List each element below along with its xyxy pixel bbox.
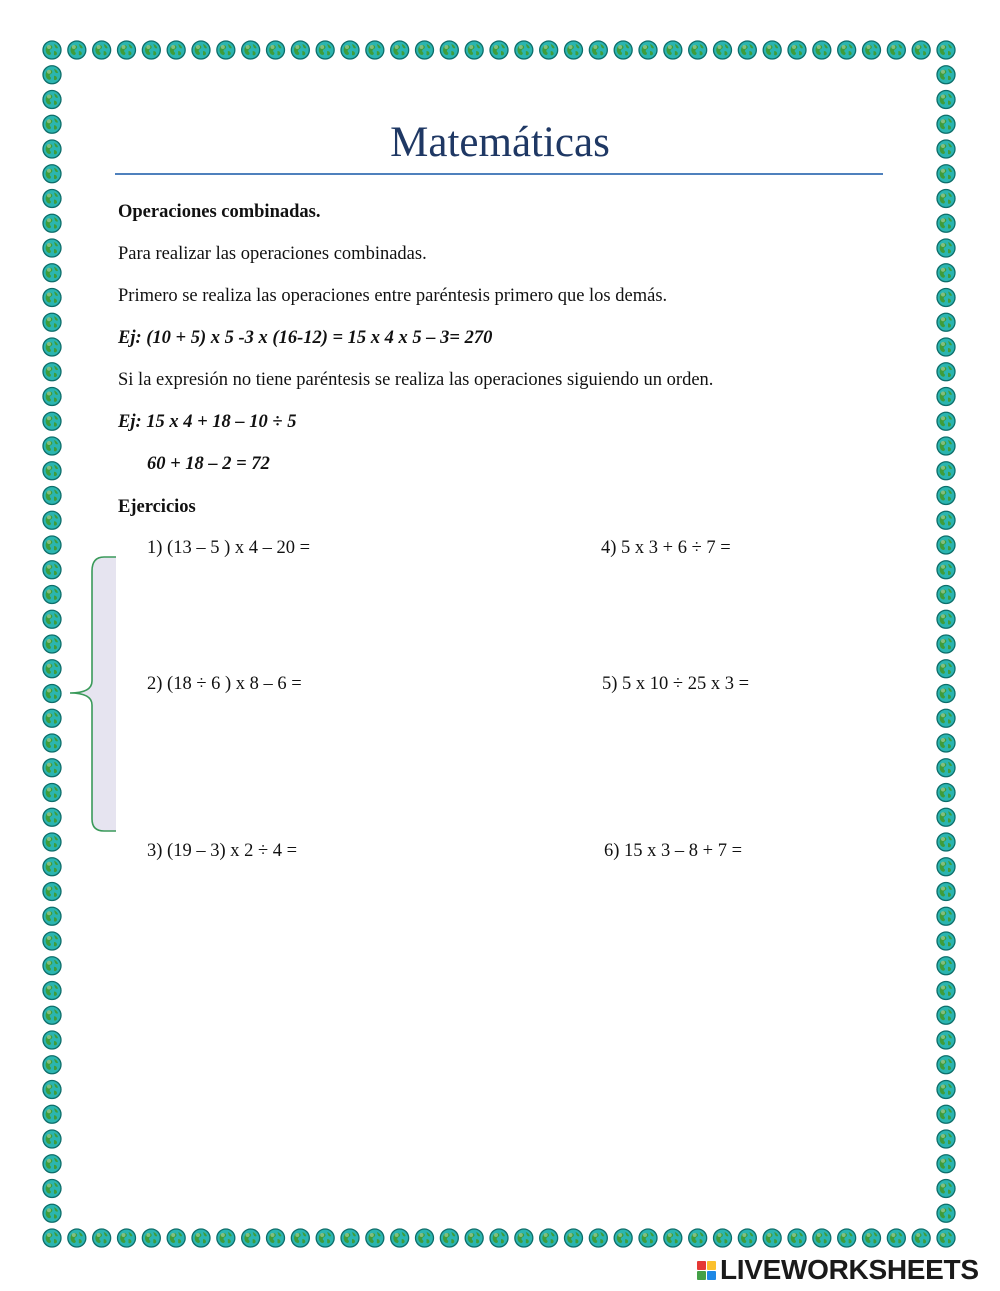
globe-icon bbox=[937, 1081, 955, 1099]
globe-icon bbox=[43, 412, 61, 430]
globe-icon bbox=[43, 239, 61, 257]
globe-icon bbox=[43, 462, 61, 480]
globe-icon bbox=[43, 883, 61, 901]
globe-icon bbox=[43, 264, 61, 282]
globe-icon bbox=[937, 536, 955, 554]
section-heading: Operaciones combinadas. bbox=[118, 202, 321, 222]
globe-icon bbox=[937, 165, 955, 183]
globe-icon bbox=[738, 41, 756, 59]
globe-icon bbox=[937, 412, 955, 430]
globe-icon bbox=[937, 363, 955, 381]
globe-icon bbox=[341, 41, 359, 59]
liveworksheets-logo[interactable] bbox=[697, 1254, 979, 1286]
globe-icon bbox=[937, 511, 955, 529]
globe-icon bbox=[664, 41, 682, 59]
globe-icon bbox=[242, 1229, 260, 1247]
exercise-1: 1) (13 – 5 ) x 4 – 20 = bbox=[147, 538, 311, 558]
globe-icon bbox=[614, 1229, 632, 1247]
globe-icon bbox=[937, 784, 955, 802]
logo-square-yellow bbox=[707, 1261, 716, 1270]
example-2-line-2: 60 + 18 – 2 = 72 bbox=[147, 454, 270, 474]
example-1: Ej: (10 + 5) x 5 -3 x (16-12) = 15 x 4 x 5 – 3= 270 bbox=[118, 328, 493, 348]
globe-icon bbox=[43, 313, 61, 331]
logo-square-red bbox=[697, 1261, 706, 1270]
globe-icon bbox=[118, 41, 136, 59]
example-2-line-1: Ej: 15 x 4 + 18 – 10 ÷ 5 bbox=[118, 412, 297, 432]
logo-mark-icon bbox=[697, 1261, 716, 1280]
logo-square-blue bbox=[707, 1271, 716, 1280]
globe-icon bbox=[341, 1229, 359, 1247]
globe-icon bbox=[937, 487, 955, 505]
globe-icon bbox=[937, 1031, 955, 1049]
globe-icon bbox=[43, 586, 61, 604]
globe-icon bbox=[937, 1229, 955, 1247]
globe-icon bbox=[565, 41, 583, 59]
globe-icon bbox=[937, 91, 955, 109]
globe-icon bbox=[43, 289, 61, 307]
globe-icon bbox=[43, 363, 61, 381]
globe-icon bbox=[540, 41, 558, 59]
globe-icon bbox=[391, 41, 409, 59]
globe-icon bbox=[937, 957, 955, 975]
globe-icon bbox=[937, 41, 955, 59]
page-title: Matemáticas bbox=[390, 119, 610, 166]
globe-icon bbox=[43, 709, 61, 727]
globe-icon bbox=[93, 1229, 111, 1247]
globe-icon bbox=[937, 833, 955, 851]
globe-icon bbox=[887, 1229, 905, 1247]
globe-icon bbox=[912, 41, 930, 59]
globe-icon bbox=[937, 932, 955, 950]
globe-icon bbox=[838, 41, 856, 59]
globe-icon bbox=[912, 1229, 930, 1247]
globe-icon bbox=[937, 338, 955, 356]
globe-icon bbox=[440, 1229, 458, 1247]
globe-icon bbox=[937, 462, 955, 480]
globe-icon bbox=[714, 1229, 732, 1247]
globe-icon bbox=[43, 660, 61, 678]
left-brace-decoration bbox=[66, 555, 126, 835]
globe-icon bbox=[937, 982, 955, 1000]
globe-icon bbox=[863, 41, 881, 59]
globe-icon bbox=[937, 239, 955, 257]
globe-icon bbox=[316, 1229, 334, 1247]
globe-icon bbox=[43, 165, 61, 183]
globe-icon bbox=[43, 91, 61, 109]
globe-icon bbox=[43, 1006, 61, 1024]
globe-icon bbox=[43, 41, 61, 59]
globe-icon bbox=[43, 1056, 61, 1074]
globe-icon bbox=[589, 41, 607, 59]
globe-icon bbox=[43, 1204, 61, 1222]
globe-icon bbox=[937, 808, 955, 826]
logo-text: LIVEWORKSHEETS bbox=[720, 1254, 979, 1285]
globe-icon bbox=[937, 660, 955, 678]
globe-icon bbox=[43, 907, 61, 925]
globe-icon bbox=[43, 511, 61, 529]
globe-icon bbox=[937, 734, 955, 752]
globe-icon bbox=[937, 685, 955, 703]
globe-icon bbox=[217, 1229, 235, 1247]
globe-icon bbox=[937, 561, 955, 579]
globe-icon bbox=[68, 41, 86, 59]
globe-icon bbox=[366, 1229, 384, 1247]
globe-icon bbox=[937, 437, 955, 455]
exercises-heading: Ejercicios bbox=[118, 497, 196, 517]
globe-icon bbox=[43, 1105, 61, 1123]
globe-icon bbox=[316, 41, 334, 59]
globe-icon bbox=[937, 1105, 955, 1123]
exercise-2: 2) (18 ÷ 6 ) x 8 – 6 = bbox=[147, 674, 302, 694]
globe-icon bbox=[43, 635, 61, 653]
globe-icon bbox=[43, 610, 61, 628]
globe-icon bbox=[167, 1229, 185, 1247]
rule-text-2: Si la expresión no tiene paréntesis se realiza las operaciones siguiendo un orden. bbox=[118, 370, 714, 390]
globe-icon bbox=[43, 1031, 61, 1049]
globe-icon bbox=[813, 1229, 831, 1247]
globe-icon bbox=[43, 734, 61, 752]
globe-icon bbox=[43, 388, 61, 406]
exercise-4: 4) 5 x 3 + 6 ÷ 7 = bbox=[601, 538, 731, 558]
globe-icon bbox=[93, 41, 111, 59]
globe-icon bbox=[540, 1229, 558, 1247]
globe-icon bbox=[43, 1081, 61, 1099]
globe-icon bbox=[937, 313, 955, 331]
globe-icon bbox=[43, 932, 61, 950]
globe-icon bbox=[242, 41, 260, 59]
globe-icon bbox=[937, 1180, 955, 1198]
globe-icon bbox=[614, 41, 632, 59]
globe-icon bbox=[689, 1229, 707, 1247]
globe-icon bbox=[68, 1229, 86, 1247]
globe-icon bbox=[465, 41, 483, 59]
globe-icon bbox=[43, 338, 61, 356]
globe-icon bbox=[142, 1229, 160, 1247]
globe-icon bbox=[192, 41, 210, 59]
globe-icon bbox=[763, 41, 781, 59]
globe-icon bbox=[937, 610, 955, 628]
globe-icon bbox=[267, 41, 285, 59]
globe-icon bbox=[813, 41, 831, 59]
globe-icon bbox=[937, 1155, 955, 1173]
globe-icon bbox=[43, 437, 61, 455]
globe-icon bbox=[43, 487, 61, 505]
globe-icon bbox=[43, 833, 61, 851]
globe-icon bbox=[490, 41, 508, 59]
globe-icon bbox=[440, 41, 458, 59]
globe-icon bbox=[366, 41, 384, 59]
globe-icon bbox=[490, 1229, 508, 1247]
globe-icon bbox=[937, 883, 955, 901]
globe-icon bbox=[267, 1229, 285, 1247]
globe-icon bbox=[43, 1130, 61, 1148]
globe-icon bbox=[689, 41, 707, 59]
globe-icon bbox=[937, 858, 955, 876]
globe-icon bbox=[937, 759, 955, 777]
globe-icon bbox=[887, 41, 905, 59]
globe-icon bbox=[391, 1229, 409, 1247]
globe-icon bbox=[43, 957, 61, 975]
globe-icon bbox=[118, 1229, 136, 1247]
globe-icon bbox=[589, 1229, 607, 1247]
globe-icon bbox=[465, 1229, 483, 1247]
globe-icon bbox=[217, 41, 235, 59]
globe-icon bbox=[43, 1229, 61, 1247]
globe-icon bbox=[43, 685, 61, 703]
globe-icon bbox=[416, 1229, 434, 1247]
globe-icon bbox=[639, 41, 657, 59]
globe-icon bbox=[291, 41, 309, 59]
intro-text: Para realizar las operaciones combinadas. bbox=[118, 244, 427, 264]
globe-icon bbox=[43, 759, 61, 777]
rule-text-1: Primero se realiza las operaciones entre paréntesis primero que los demás. bbox=[118, 286, 668, 306]
globe-icon bbox=[937, 264, 955, 282]
globe-icon bbox=[937, 907, 955, 925]
exercise-3: 3) (19 – 3) x 2 ÷ 4 = bbox=[147, 841, 298, 861]
globe-icon bbox=[43, 808, 61, 826]
globe-icon bbox=[43, 536, 61, 554]
globe-icon bbox=[43, 1155, 61, 1173]
globe-icon bbox=[937, 214, 955, 232]
globe-icon bbox=[937, 289, 955, 307]
globe-icon bbox=[43, 858, 61, 876]
exercise-6: 6) 15 x 3 – 8 + 7 = bbox=[604, 841, 743, 861]
globe-icon bbox=[43, 982, 61, 1000]
globe-icon bbox=[937, 709, 955, 727]
globe-icon bbox=[43, 190, 61, 208]
globe-icon bbox=[937, 586, 955, 604]
globe-icon bbox=[937, 388, 955, 406]
globe-icon bbox=[664, 1229, 682, 1247]
globe-icon bbox=[937, 1204, 955, 1222]
globe-icon bbox=[937, 66, 955, 84]
globe-icon bbox=[192, 1229, 210, 1247]
globe-icon bbox=[863, 1229, 881, 1247]
globe-icon bbox=[714, 41, 732, 59]
globe-icon bbox=[937, 1056, 955, 1074]
globe-icon bbox=[763, 1229, 781, 1247]
globe-icon bbox=[937, 635, 955, 653]
globe-icon bbox=[291, 1229, 309, 1247]
globe-icon bbox=[788, 1229, 806, 1247]
globe-icon bbox=[43, 66, 61, 84]
title-underline bbox=[115, 173, 883, 175]
globe-icon bbox=[43, 561, 61, 579]
globe-icon bbox=[167, 41, 185, 59]
globe-icon bbox=[639, 1229, 657, 1247]
globe-icon bbox=[43, 1180, 61, 1198]
globe-icon bbox=[515, 1229, 533, 1247]
globe-icon bbox=[937, 1006, 955, 1024]
globe-icon bbox=[788, 41, 806, 59]
globe-icon bbox=[43, 214, 61, 232]
globe-icon bbox=[738, 1229, 756, 1247]
globe-icon bbox=[416, 41, 434, 59]
logo-square-green bbox=[697, 1271, 706, 1280]
globe-icon bbox=[565, 1229, 583, 1247]
globe-icon bbox=[43, 784, 61, 802]
globe-icon bbox=[838, 1229, 856, 1247]
exercise-5: 5) 5 x 10 ÷ 25 x 3 = bbox=[602, 674, 749, 694]
globe-icon bbox=[937, 1130, 955, 1148]
globe-icon bbox=[142, 41, 160, 59]
globe-icon bbox=[937, 190, 955, 208]
globe-icon bbox=[515, 41, 533, 59]
